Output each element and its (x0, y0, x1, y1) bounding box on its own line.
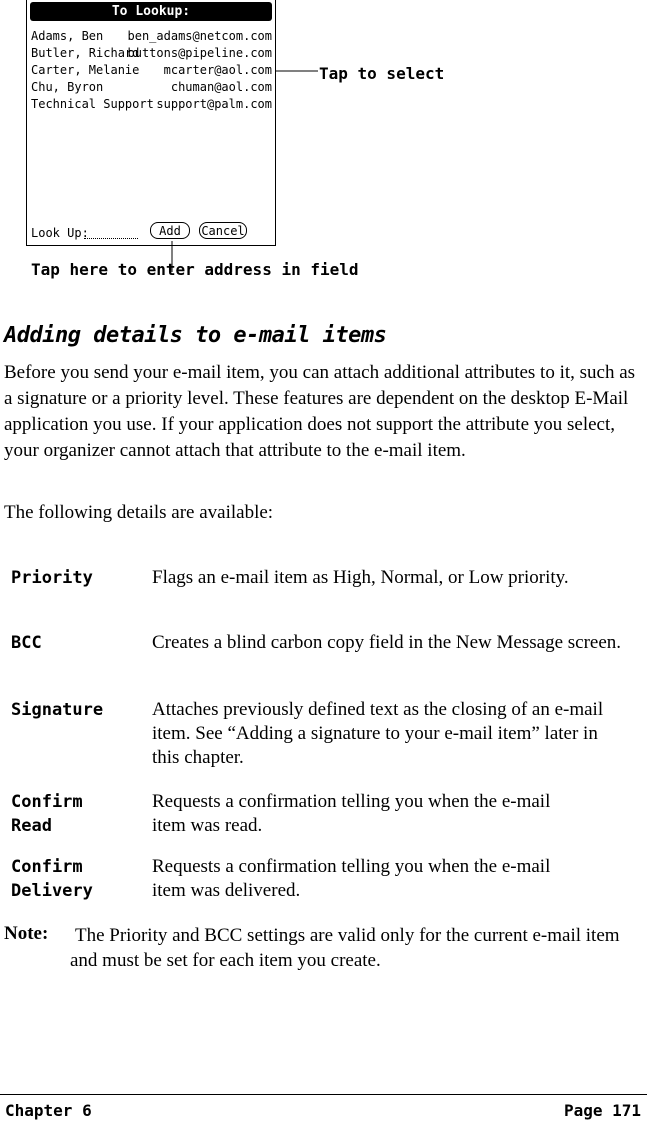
detail-desc: Attaches previously defined text as the closing of an e-mail item. See “Adding a signature to your e-mail item” later in this chapter. (152, 699, 604, 768)
detail-desc: Requests a confirmation telling you when the e-mail item was delivered. (152, 856, 551, 901)
detail-term: Priority (11, 568, 93, 588)
section-title: Adding details to e-mail items (4, 323, 387, 348)
note-label: Note: (4, 923, 49, 944)
detail-desc: Requests a confirmation telling you when the e-mail item was read. (152, 791, 551, 836)
available-details-text: The following details are available: (4, 502, 274, 523)
page-number: Page 171 (563, 1101, 641, 1120)
address-email: mcarter@aol.com (163, 63, 272, 77)
detail-term: Confirm Delivery (11, 857, 93, 901)
add-button[interactable]: Add (150, 222, 190, 239)
detail-term: Signature (11, 700, 104, 720)
tap-to-select-callout: Tap to select (319, 64, 445, 83)
address-name: Adams, Ben (31, 29, 104, 43)
address-email: chuman@aol.com (170, 80, 272, 94)
footer-rule (0, 1094, 647, 1095)
chapter-label: Chapter 6 (5, 1101, 92, 1120)
address-email: support@palm.com (156, 97, 272, 111)
address-name: Carter, Melanie (31, 63, 140, 77)
detail-desc: Creates a blind carbon copy field in the New Message screen. (152, 632, 622, 653)
address-email: buttons@pipeline.com (127, 46, 272, 60)
detail-term: BCC (11, 633, 42, 653)
detail-desc: Flags an e-mail item as High, Normal, or Low priority. (152, 567, 569, 588)
address-name: Chu, Byron (31, 80, 104, 94)
tap-here-callout: Tap here to enter address in field (31, 260, 359, 279)
address-email: ben_adams@netcom.com (127, 29, 272, 43)
lookup-title-bar: To Lookup: (30, 2, 272, 21)
callout-lines (0, 0, 647, 290)
detail-term: Confirm Read (11, 792, 83, 836)
address-name: Butler, Richard (31, 46, 140, 60)
note-text: The Priority and BCC settings are valid only for the current e-mail item and must be set for each item you create. (70, 925, 620, 971)
cancel-button[interactable]: Cancel (199, 222, 247, 239)
address-name: Technical Support (31, 97, 154, 111)
intro-paragraph: Before you send your e-mail item, you can attach additional attributes to it, such as a signature or a priority level. These features are dependent on the desktop E-Mail application you use. If your application does not support the attribute you select, your organizer cannot attach that attribute to the e-mail item. (4, 362, 636, 461)
lookup-label: Look Up: (31, 226, 89, 240)
